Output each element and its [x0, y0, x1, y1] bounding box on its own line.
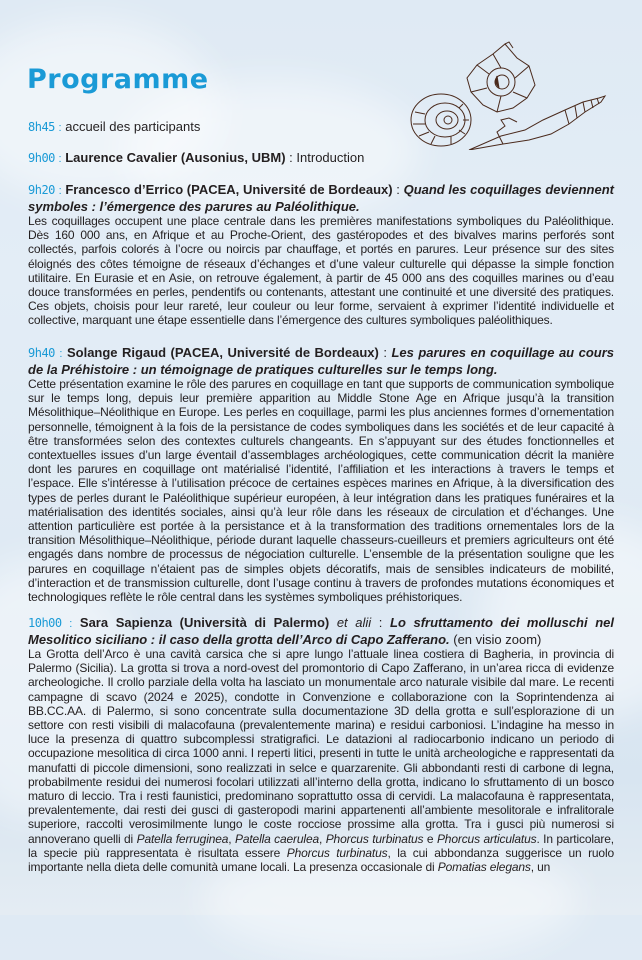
separator: :: [69, 618, 73, 630]
entry-abstract: Cette présentation examine le rôle des parures en coquillage en tant que supports de communication symbolique sur le temps long, depuis leur première apparition au Middle Stone Age en Afrique jusqu’à la transition Mésolithique–Néolithique en Europe. Les perles en coquillage, parmi les plus anciennes formes d’ornementation personnelle, témoignent à la fois de la persistance de codes symboliques dans les sociétés et de leur capacité à être transformées selon des contextes culturels changeants. En s’appuyant sur des études fonctionnelles et contextuelles issues d’un large éventail d’assemblages archéologiques, cette communication décrit la manière dont les parures en coquillage ont matérialisé l’identité, l’affiliation et les interactions à travers le temps et l’espace. Elle s’intéresse à l’utilisation précoce de certaines espèces marines en Afrique, à la diversification des types de perles durant le Paléolithique supérieur européen, à leur intégration dans les pratiques funéraires et la matérialisation des identités sociales, ainsi qu’à leur rôle dans les réseaux de circulation et d’échanges. Une attention particulière est portée à la persistance et à la transformation des traditions ornementales lors de la transition Mésolithique–Néolithique, période durant laquelle chasseurs-cueilleurs et premiers agriculteurs ont été engagés dans nombre de processus de négociation culturelle. L’ensemble de la présentation souligne que les parures en coquillage n’étaient pas de simples objets décoratifs, mais de sensibles indicateurs de mobilité, d’interaction et de transmission culturelle, dont l’usage continu à travers de profondes mutations économiques et technologiques reflète le rôle central dans les systèmes symboliques préhistoriques.: [28, 377, 614, 605]
abstract-text: ,: [228, 831, 235, 846]
species-name: Patella caerulea: [235, 831, 319, 846]
species-name: Patella ferruginea: [136, 831, 229, 846]
entry-speaker: Laurence Cavalier (Ausonius, UBM): [65, 150, 286, 165]
species-name: Phorcus articulatus: [436, 831, 537, 846]
entry-speaker: Solange Rigaud (PACEA, Université de Bordeaux): [66, 345, 379, 360]
abstract-text: , un: [530, 860, 551, 875]
entry-talk-title: Les parures en coquillage au cours de la Préhistoire : un témoignage de pratiques culturelles sur le temps long.: [28, 345, 615, 377]
entry-time: 9h20: [28, 183, 55, 197]
separator: :: [396, 182, 400, 197]
separator: :: [289, 150, 293, 165]
programme-entry: [28, 615, 614, 874]
entry-abstract: [28, 647, 614, 874]
species-name: Phorcus turbinatus: [286, 845, 388, 860]
entry-time: 8h45: [28, 120, 55, 134]
separator: :: [58, 185, 62, 197]
entry-talk-title: Lo sfruttamento dei molluschi nel Mesolitico siciliano : il caso della grotta dell’Arco di Capo Zafferano.: [28, 615, 614, 647]
separator: :: [378, 615, 383, 630]
entry-speaker: Francesco d’Errico (PACEA, Université de Bordeaux): [65, 182, 393, 197]
entry-speaker: Sara Sapienza (Università di Palermo): [79, 615, 330, 630]
star-shell-icon: [467, 42, 535, 112]
entry-time: 9h00: [28, 151, 55, 165]
abstract-text: La Grotta dell’Arco è una cavità carsica che si apre lungo l’attuale linea costiera di Bagheria, in provincia di Palermo (Sicilia). La grotta si trova a nord-ovest del promontorio di Capo Zafferano, in un’area ricca di evidenze archeologiche. Il crollo parziale della volta ha lasciato un monumentale arco naturale visibile dal mare. Le recenti campagne di scavo (2024 e 2025), condotte in Convenzione e collaborazione con la Soprintendenza ai BB.CC.AA. di Palermo, si sono concentrate sulla documentazione 3D della grotta e sull’esplorazione di un settore con resti visibili di malacofauna (prevalentemente marina) e residui carboniosi. L’indagine ha messo in luce la presenza di quattro subcomplessi stratigrafici. Le datazioni al radiocarbonio indicano un periodo di occupazione mesolitica di circa 1000 anni. I reperti litici, presenti in tutte le unità archeologiche e rappresentati da manufatti di piccole dimensioni, sono realizzati in selce e quarzarenite. Gli abbondanti resti di carbone di legna, probabilmente residui dei numerosi focolari utilizzati all’interno della grotta, indicano lo sfruttamento di un bosco maturo di leccio. Tra i resti faunistici, predominano soprattutto ossa di cervidi. La malacofauna è rappresentata, prevalentemente, dai resti dei gusci di gasteropodi marini appartenenti all’ambiente mesolitorale e infralitorale superiore, raccolti verosimilmente lungo le coste rocciose prossime alla grotta. Tra i gusci più numerosi si annoverano quelli di: [28, 647, 614, 846]
entry-text: accueil des participants: [65, 119, 201, 134]
page-title: Programme: [27, 64, 209, 95]
separator: :: [58, 122, 62, 134]
species-name: Pomatias elegans: [437, 860, 531, 875]
programme-entry: [28, 345, 614, 604]
entry-talk-title: Quand les coquillages deviennent symboles : l’émergence des parures au Paléolithique.: [28, 182, 614, 214]
entry-note: (en visio zoom): [453, 632, 542, 647]
programme-entry: [28, 150, 614, 167]
abstract-text: e: [423, 831, 437, 846]
abstract-text: , la cui abbondanza suggerisce un ruolo importante nella dieta delle comunità umane locali. La presenza occasionale di: [28, 845, 614, 875]
entry-time: 10h00: [28, 616, 62, 630]
separator: :: [59, 348, 63, 360]
abstract-text: . In particolare, la specie più rappresentata è risultata essere: [28, 831, 614, 860]
programme-entry: [28, 182, 614, 328]
abstract-text: ,: [319, 831, 326, 846]
programme-entry: [28, 119, 614, 136]
entry-time: 9h40: [28, 346, 55, 360]
entry-speaker-suffix: et alii: [336, 615, 372, 630]
entry-talk: Introduction: [296, 150, 365, 165]
separator: :: [58, 153, 62, 165]
species-name: Phorcus turbinatus: [325, 831, 424, 846]
separator: :: [383, 345, 387, 360]
entry-abstract: Les coquillages occupent une place centrale dans les premières manifestations symboliques du Paléolithique. Dès 160 000 ans, en Afrique et au Proche-Orient, des gastéropodes et des bivalves marins perforés sont collectés, parfois colorés à l’ocre ou noircis par chauffage, et portés en parures. Leur présence sur des sites éloignés des côtes témoigne de réseaux d’échanges et d’une valeur culturelle qui dépasse la simple fonction utilitaire. En Eurasie et en Asie, on retrouve également, à partir de 45 000 ans des coquilles marines ou d’eau douce transformées en perles, pendentifs ou contenants, attestant une continuité et une diversité des pratiques. Ces objets, choisis pour leur rareté, leur couleur ou leur forme, servaient à exprimer l’identité individuelle et collective, marquant une étape essentielle dans l’émergence des cultures symboliques paléolithiques.: [28, 214, 614, 328]
